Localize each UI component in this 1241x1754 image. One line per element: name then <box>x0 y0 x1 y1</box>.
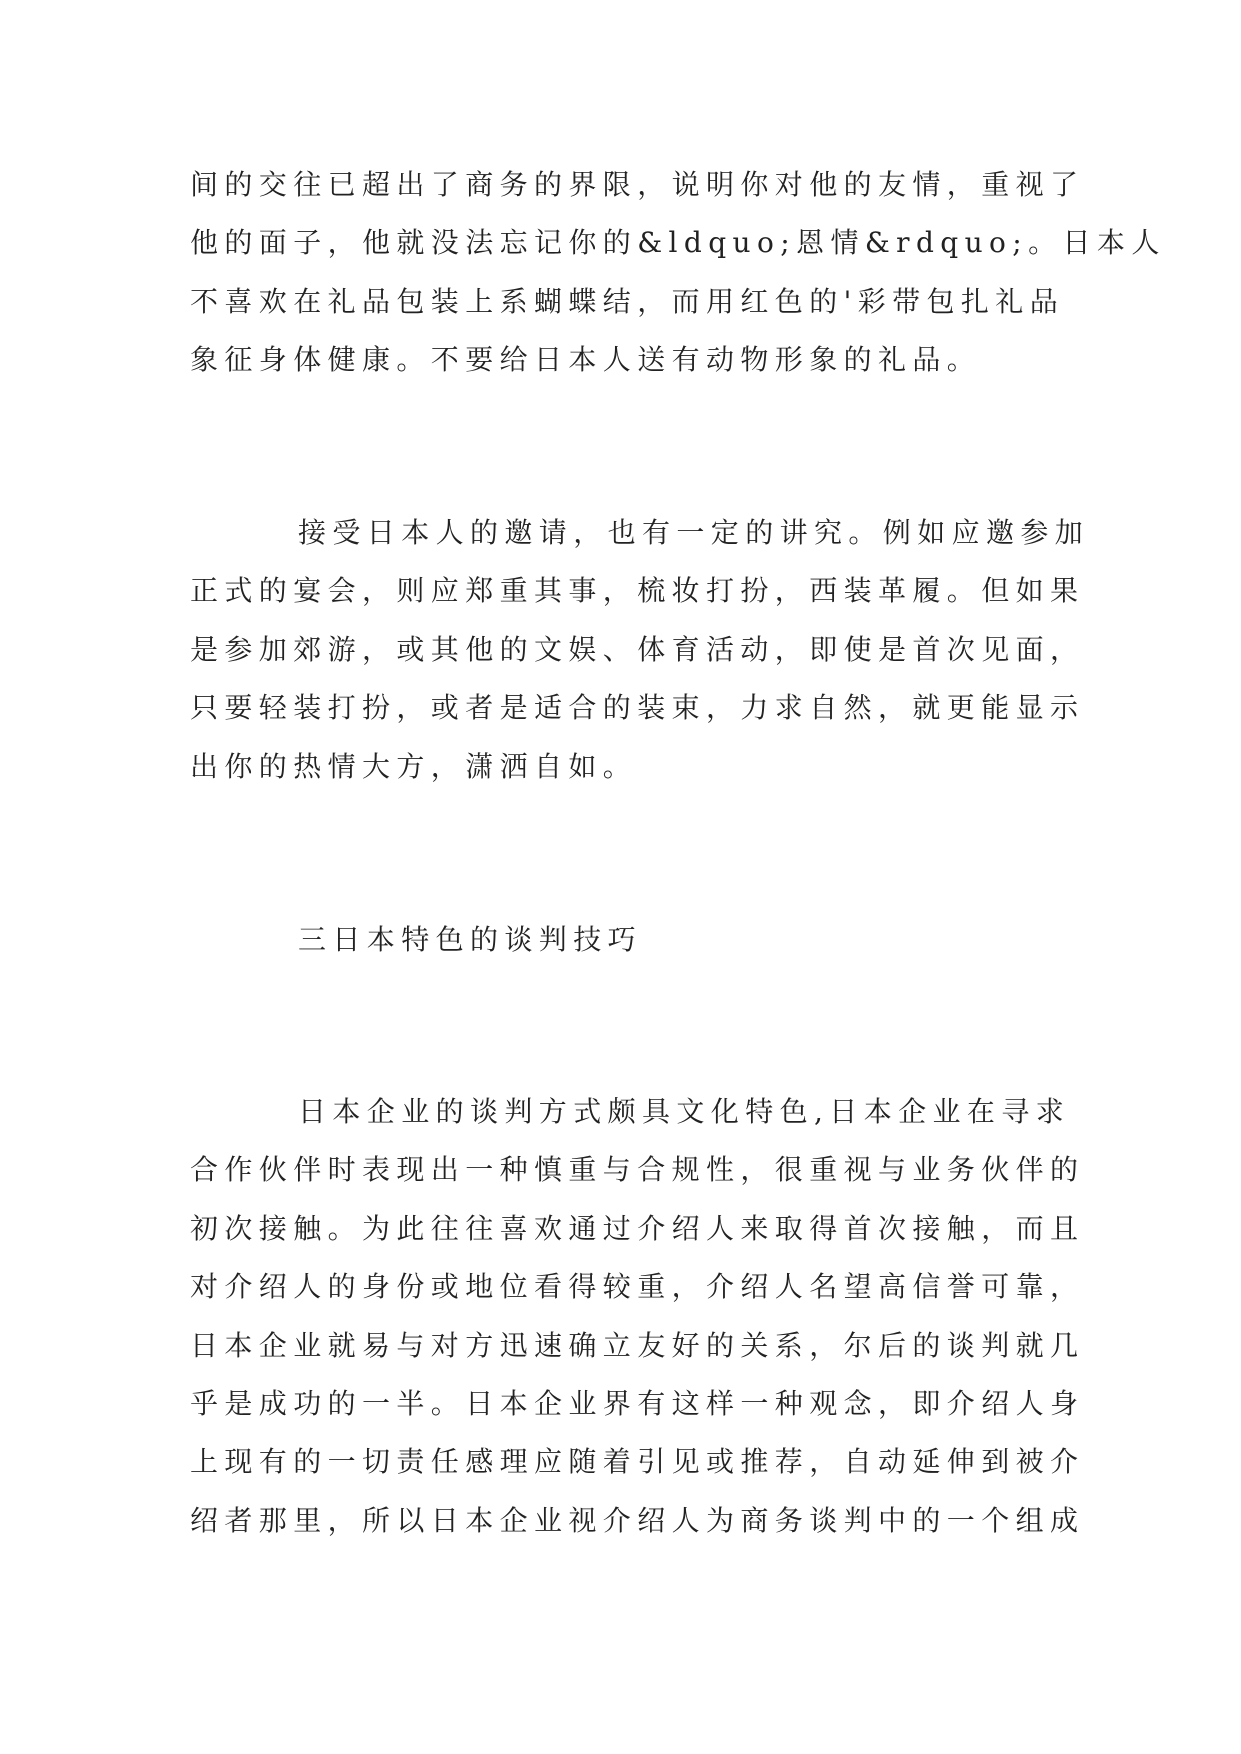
paragraph-line: 乎是成功的一半。日本企业界有这样一种观念，即介绍人身 <box>190 1386 1085 1420</box>
section-heading <box>190 911 1190 969</box>
paragraph <box>190 1083 1190 1550</box>
paragraph-line: 合作伙伴时表现出一种慎重与合规性，很重视与业务伙伴的 <box>190 1153 1085 1187</box>
paragraph-line: 对介绍人的身份或地位看得较重，介绍人名望高信誉可靠， <box>190 1270 1085 1304</box>
paragraph-line: 绍者那里，所以日本企业视介绍人为商务谈判中的一个组成 <box>190 1503 1085 1537</box>
paragraph-line: 象征身体健康。不要给日本人送有动物形象的礼品。 <box>190 343 982 377</box>
paragraph-line: 正式的宴会，则应郑重其事，梳妆打扮，西装革履。但如果 <box>190 574 1085 608</box>
paragraph-line: 出你的热情大方，潇洒自如。 <box>190 749 638 783</box>
paragraph-line: 只要轻装打扮，或者是适合的装束，力求自然，就更能显示 <box>190 691 1085 725</box>
paragraph-line: 他的面子，他就没法忘记你的&ldquo;恩情&rdquo;。日本人 <box>190 226 1166 260</box>
paragraph-line: 上现有的一切责任感理应随着引见或推荐，自动延伸到被介 <box>190 1445 1085 1479</box>
paragraph-line: 初次接触。为此往往喜欢通过介绍人来取得首次接触，而且 <box>190 1211 1085 1245</box>
paragraph-line: 是参加郊游，或其他的文娱、体育活动，即使是首次见面， <box>190 632 1085 666</box>
paragraph <box>190 504 1190 796</box>
paragraph-line: 接受日本人的邀请，也有一定的讲究。例如应邀参加 <box>298 516 1090 549</box>
paragraph-line: 不喜欢在礼品包装上系蝴蝶结，而用红色的'彩带包扎礼品 <box>190 284 1065 318</box>
paragraph-line: 日本企业就易与对方迅速确立友好的关系，尔后的谈判就几 <box>190 1328 1085 1362</box>
paragraph-line: 日本企业的谈判方式颇具文化特色,日本企业在寻求 <box>298 1095 1071 1128</box>
paragraph-line: 间的交往已超出了商务的界限，说明你对他的友情，重视了 <box>190 168 1085 201</box>
section-heading-text: 三日本特色的谈判技巧 <box>298 923 643 956</box>
paragraph <box>190 156 1190 390</box>
